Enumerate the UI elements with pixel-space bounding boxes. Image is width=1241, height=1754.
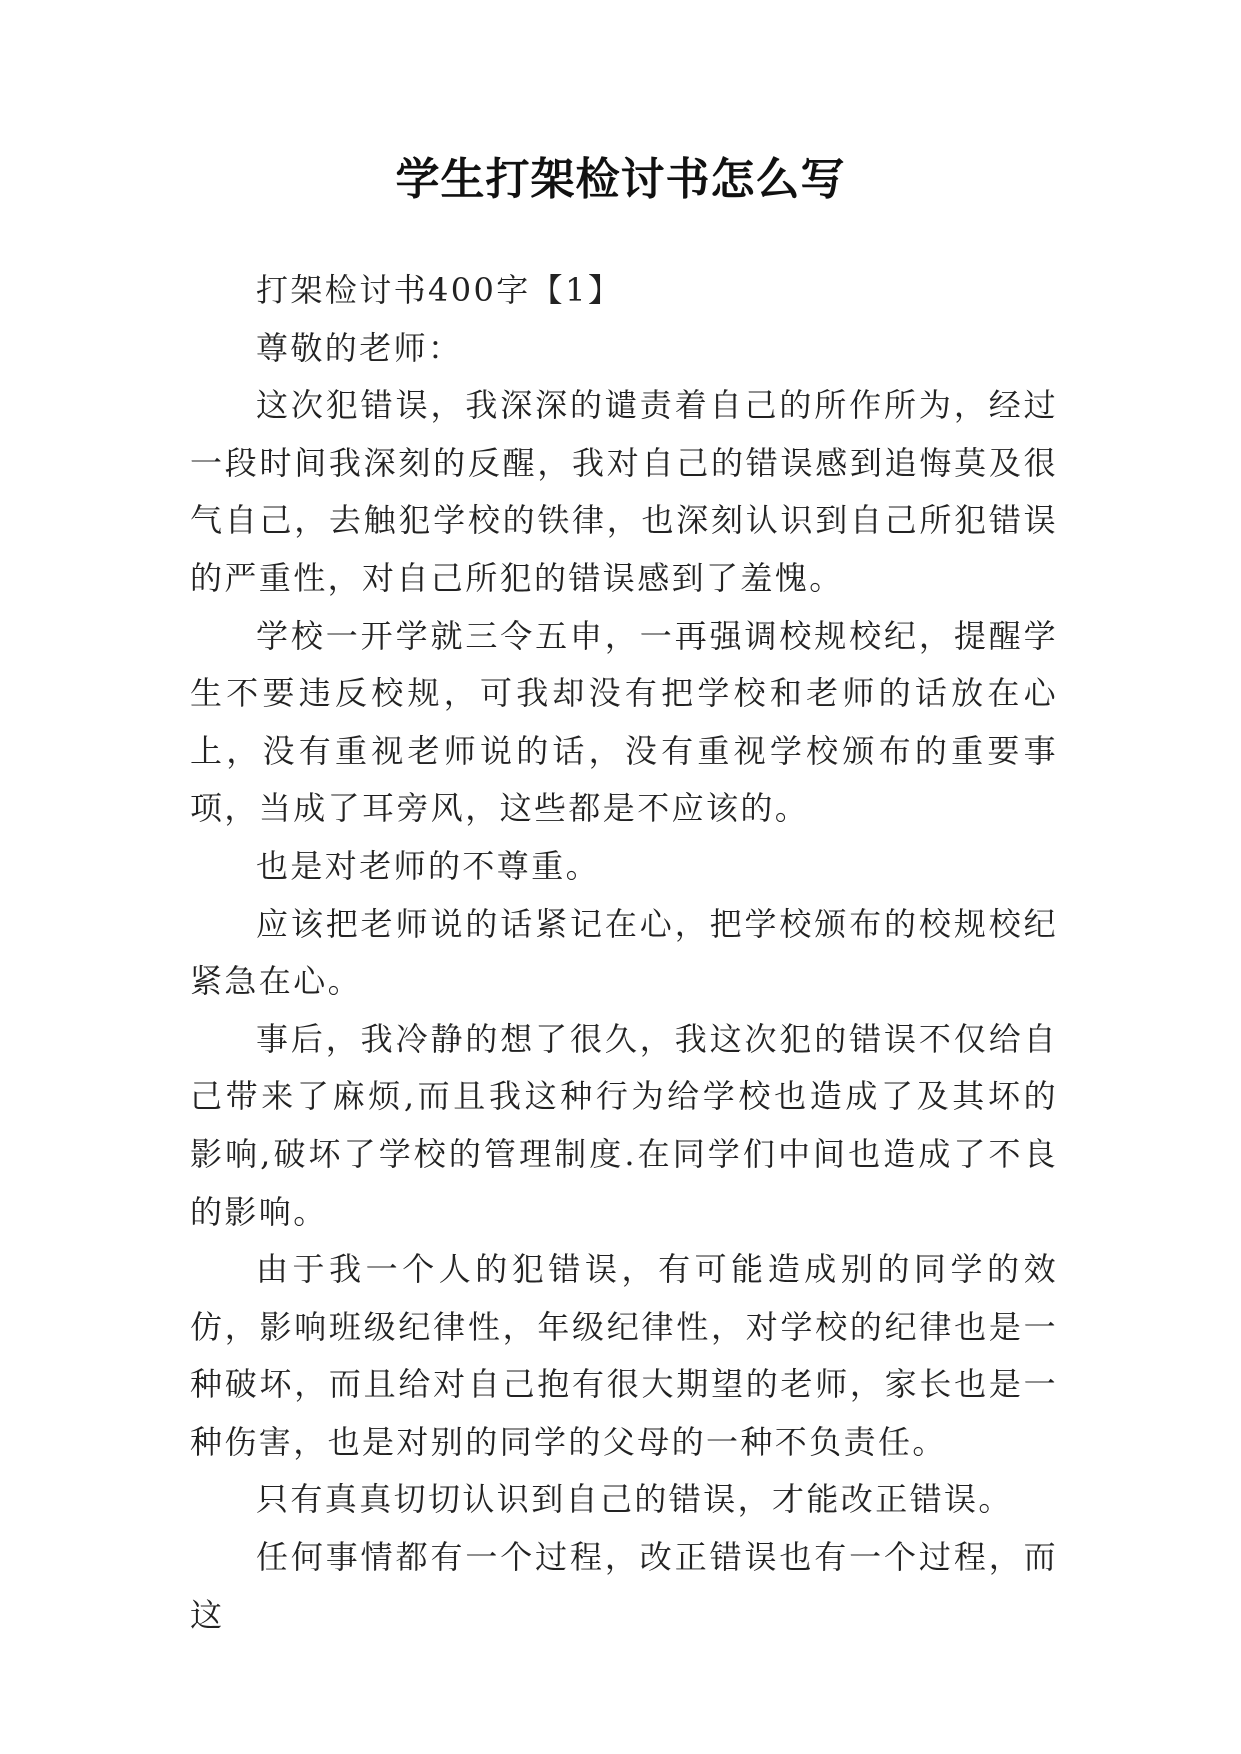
salutation: 尊敬的老师： xyxy=(256,328,463,367)
document-title: 学生打架检讨书怎么写 xyxy=(395,154,846,205)
paragraph: 由于我一个人的犯错误，有可能造成别的同学的效仿，影响班级纪律性，年级纪律性，对学校的纪律也是一种破坏，而且给对自己抱有很大期望的老师，家长也是一种伤害，也是对别的同学的父母的一种不负责任。 xyxy=(190,1250,1058,1461)
paragraph: 只有真真切切认识到自己的错误，才能改正错误。 xyxy=(256,1480,1013,1519)
paragraph: 应该把老师说的话紧记在心，把学校颁布的校规校纪紧急在心。 xyxy=(190,904,1058,1001)
paragraph: 也是对老师的不尊重。 xyxy=(256,846,601,885)
paragraph: 这次犯错误，我深深的谴责着自己的所作所为，经过一段时间我深刻的反醒，我对自己的错误感到追悔莫及很气自己，去触犯学校的铁律，也深刻认识到自己所犯错误的严重性，对自己所犯的错误感到了羞愧。 xyxy=(190,386,1058,597)
paragraph: 学校一开学就三令五申，一再强调校规校纪，提醒学生不要违反校规，可我却没有把学校和老师的话放在心上，没有重视老师说的话，没有重视学校颁布的重要事项，当成了耳旁风，这些都是不应该的。 xyxy=(190,616,1058,828)
section-heading: 打架检讨书400字【1】 xyxy=(256,271,623,309)
paragraph: 任何事情都有一个过程，改正错误也有一个过程，而这 xyxy=(190,1538,1058,1634)
paragraph: 事后，我冷静的想了很久，我这次犯的错误不仅给自己带来了麻烦,而且我这种行为给学校也造成了及其坏的影响,破坏了学校的管理制度.在同学们中间也造成了不良的影响。 xyxy=(190,1019,1058,1231)
document-body xyxy=(190,262,1058,1644)
